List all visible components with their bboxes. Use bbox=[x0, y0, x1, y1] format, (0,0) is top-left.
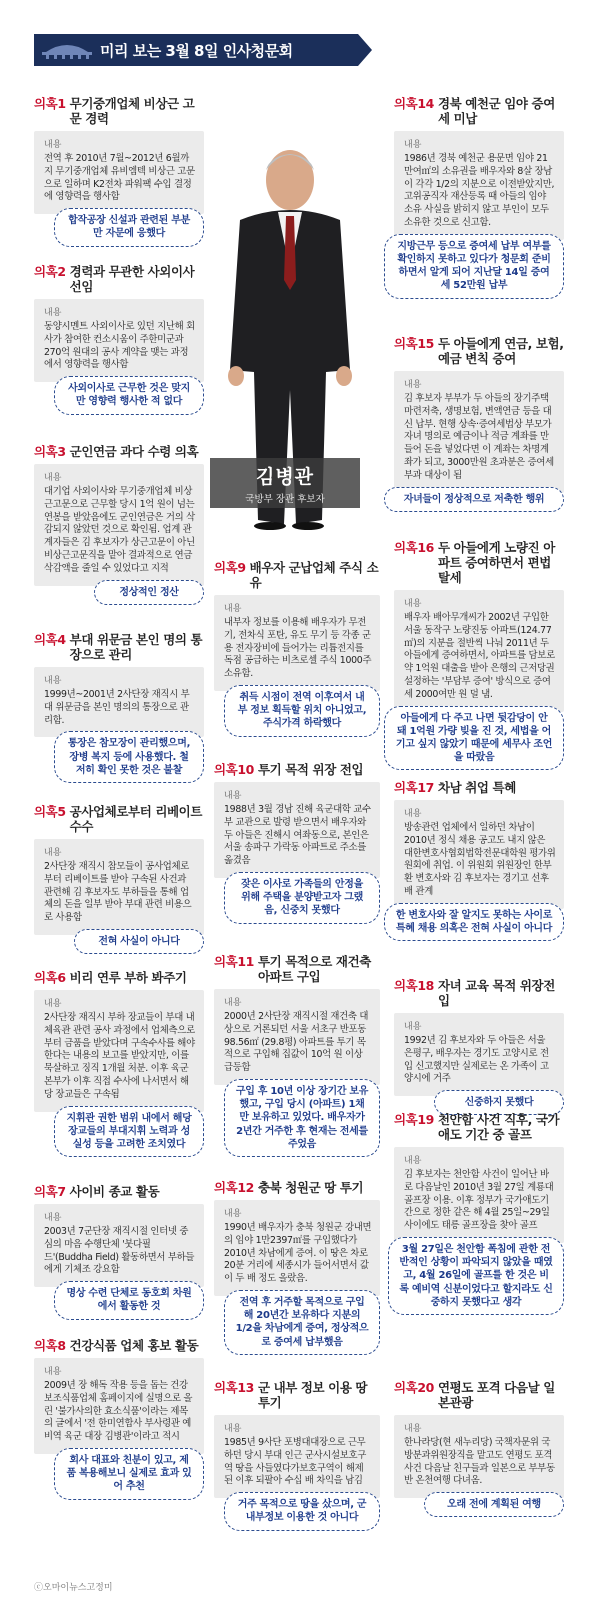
allegation-body: 한나라당(현 새누리당) 국책자문위 국방분과위원장직을 맡고도 연평도 포격사건 다음날 친구들과 일본으로 부부동반 온천여행 다녀옴. bbox=[404, 1437, 555, 1487]
response-bubble: 지휘관 권한 범위 내에서 해당 장교들의 부대지휘 노력과 성실성 등을 고려한 조치였다 bbox=[54, 1106, 204, 1158]
content-box bbox=[34, 131, 204, 214]
allegation-title: 두 아들에게 노량진 아파트 증여하면서 편법 탈세 bbox=[437, 540, 555, 585]
content-label: 내용 bbox=[404, 140, 422, 150]
content-box bbox=[214, 1415, 380, 1498]
allegation-number: 의혹1 bbox=[34, 96, 66, 111]
allegation-number: 의혹9 bbox=[214, 560, 246, 575]
content-label: 내용 bbox=[44, 999, 62, 1009]
header-banner bbox=[34, 34, 358, 66]
allegation-body: 배우자 배아무개씨가 2002년 구입한 서울 동작구 노량진동 아파트(124.77㎡)의 지분을 절반씩 나눠 2011년 두 아들에게 증여하면서, 아파트를 담보로 약 1억원 대출을 받아 은행의 근저당권 설정하는 '부담부 증여' 방식으로 증여세 2000여만 원 덜 냄. bbox=[404, 612, 555, 700]
allegation-body: 1999년~2001년 2사단장 재직시 부대 위문금을 본인 명의의 통장으로 관리함. bbox=[44, 689, 190, 726]
response-bubble: 통장은 참모장이 관리했으며, 장병 복지 등에 사용했다. 철저히 확인 못한 것은 불찰 bbox=[54, 731, 204, 783]
allegation-number: 의혹11 bbox=[214, 954, 254, 969]
allegation-title: 경력과 무관한 사외이사 선임 bbox=[69, 264, 195, 294]
content-box bbox=[394, 371, 564, 493]
allegation-number: 의혹19 bbox=[394, 1112, 434, 1127]
content-box bbox=[394, 590, 564, 712]
response-bubble: 지방근무 등으로 증여세 납부 여부를 확인하지 못하고 있다가 청문회 준비하면서 알게 되어 지난달 14일 증여세 52만원 납부 bbox=[384, 234, 564, 299]
content-label: 내용 bbox=[44, 140, 62, 150]
allegation-body: 전역 후 2010년 7월~2012년 6월까지 무기중개업체 유비엠텍 비상근 고문으로 일하며 K2전차 파워팩 수입 결정에 영향력을 행사함 bbox=[44, 153, 195, 203]
allegation-19 bbox=[394, 1112, 564, 1315]
allegation-title: 배우자 군납업체 주식 소유 bbox=[249, 560, 379, 590]
allegation-body: 2003년 7군단장 재직시절 인터넷 중심의 마음 수행단체 '붓다필드'(Buddha Field) 활동하면서 부하들에게 기체조 강요함 bbox=[44, 1226, 195, 1276]
allegation-1 bbox=[34, 96, 204, 247]
content-label: 내용 bbox=[224, 604, 242, 614]
response-bubble: 거주 목적으로 땅을 샀으며, 군 내부정보 이용한 것 아니다 bbox=[224, 1492, 380, 1530]
content-box bbox=[214, 989, 380, 1085]
allegation-body: 1986년 경북 예천군 용문면 임야 21만여㎡의 소유권을 배우자와 8살 장남이 각각 1/2의 지분으로 이전받았지만, 고위공직자 재산등록 때 아들의 임야 소유 사실을 밝히지 않고 부인이 모두 소유한 것으로 신고함. bbox=[404, 153, 555, 228]
content-label: 내용 bbox=[224, 998, 242, 1008]
allegation-title: 투기 목적으로 재건축 아파트 구입 bbox=[257, 954, 371, 984]
response-bubble: 오래 전에 계획된 여행 bbox=[424, 1492, 564, 1517]
allegation-title: 연평도 포격 다음날 일본관광 bbox=[437, 1380, 555, 1410]
allegation-number: 의혹17 bbox=[394, 780, 434, 795]
content-box bbox=[214, 595, 380, 691]
allegation-3 bbox=[34, 444, 204, 605]
allegation-number: 의혹13 bbox=[214, 1380, 254, 1395]
response-bubble: 3월 27일은 천안함 폭침에 관한 전반적인 상황이 파악되지 않았을 때였고, 4월 26일에 골프를 한 것은 비록 예비역 신분이었다고 할지라도 신중하지 못했다고 생각 bbox=[388, 1237, 564, 1315]
allegation-13 bbox=[214, 1380, 380, 1531]
allegation-body: 1985년 9사단 포병대대장으로 근무하던 당시 부대 인근 군사시설보호구역 땅을 사들였다가보호구역이 해제된 이후 되팔아 수십 배 차익을 남김 bbox=[224, 1437, 367, 1487]
content-box bbox=[34, 1204, 204, 1287]
allegation-title: 두 아들에게 연금, 보험, 예금 변칙 증여 bbox=[437, 336, 564, 366]
allegation-body: 2사단장 재직시 참모들이 공사업체로부터 리베이트를 받아 구속된 사건과 관련해 김 후보자도 부하들을 통해 업체의 돈을 일부 받아 부대 관련 비용으로 사용함 bbox=[44, 861, 192, 924]
allegation-14 bbox=[394, 96, 564, 299]
response-bubble: 구입 후 10년 이상 장기간 보유했고, 구입 당시 (아파트) 1채만 보유하고 있었다. 배우자가 2년간 거주한 후 현재는 전세를 주었음 bbox=[224, 1079, 380, 1157]
content-label: 내용 bbox=[404, 1424, 422, 1434]
allegation-number: 의혹16 bbox=[394, 540, 434, 555]
allegation-title: 충북 청원군 땅 투기 bbox=[257, 1180, 364, 1195]
content-box bbox=[34, 990, 204, 1112]
allegation-title: 비리 연루 부하 봐주기 bbox=[69, 970, 187, 985]
allegation-number: 의혹10 bbox=[214, 762, 254, 777]
allegation-body: 1990년 배우자가 충북 청원군 강내면의 임야 1만2397㎡를 구입했다가 2010년 차남에게 증여. 이 땅은 차로 20분 거리에 세종시가 들어서면서 값이 두 배 정도 올랐음. bbox=[224, 1222, 372, 1285]
credit-text: ⓒ오마이뉴스고정미 bbox=[34, 1583, 113, 1593]
allegation-title: 군인연금 과다 수령 의혹 bbox=[69, 444, 199, 459]
allegation-title: 차남 취업 특혜 bbox=[437, 780, 516, 795]
response-bubble: 합작공장 신설과 관련된 부분만 자문에 응했다 bbox=[54, 208, 204, 246]
allegation-title: 사이비 종교 활동 bbox=[69, 1184, 160, 1199]
content-label: 내용 bbox=[44, 848, 62, 858]
allegation-7 bbox=[34, 1184, 204, 1320]
content-label: 내용 bbox=[44, 308, 62, 318]
content-box bbox=[394, 1013, 564, 1096]
allegation-8 bbox=[34, 1338, 204, 1500]
response-bubble: 신중하지 못했다 bbox=[434, 1090, 564, 1115]
allegation-title: 경북 예천군 임야 증여세 미납 bbox=[437, 96, 555, 126]
allegation-number: 의혹12 bbox=[214, 1180, 254, 1195]
allegation-number: 의혹5 bbox=[34, 804, 66, 819]
allegation-15 bbox=[394, 336, 564, 512]
content-box bbox=[394, 131, 564, 240]
content-box bbox=[34, 667, 204, 737]
content-box bbox=[394, 1147, 564, 1243]
response-bubble: 정상적인 정산 bbox=[94, 580, 204, 605]
content-label: 내용 bbox=[224, 791, 242, 801]
allegation-number: 의혹4 bbox=[34, 632, 66, 647]
allegation-title: 천안함 사건 직후, 국가애도 기간 중 골프 bbox=[437, 1112, 560, 1142]
content-label: 내용 bbox=[404, 1022, 422, 1032]
content-label: 내용 bbox=[44, 473, 62, 483]
response-bubble: 전역 후 거주할 목적으로 구입해 20년간 보유하다 지분의 1/2을 차남에게 증여, 정상적으로 증여세 납부했음 bbox=[224, 1290, 380, 1355]
allegation-body: 대기업 사외이사와 무기중개업체 비상근고문으로 근무할 당시 1억 원이 넘는 연봉을 받았음에도 군인연금은 거의 삭감되지 않았던 것으로 확인됨. 업계 관계자들은 김 후보자가 상근고문이 아닌 비상근고문직을 맡아 결과적으로 연금 삭감액을 줄일 수 있었다고 지적 bbox=[44, 486, 195, 574]
content-box bbox=[34, 1358, 204, 1454]
national-assembly-icon bbox=[34, 34, 100, 66]
response-bubble: 전혀 사실이 아니다 bbox=[74, 929, 204, 954]
allegation-body: 2009년 장 해독 작용 등을 돕는 건강보조식품업체 홈페이지에 실명으로 올린 '불가사의한 효소식품'이라는 제목의 글에서 '전 한미연합사 부사령관 예비역 육군 대장 김병관'이라고 적시 bbox=[44, 1380, 193, 1443]
allegation-body: 1988년 3월 경남 진해 육군대학 교수부 교관으로 발령 받으면서 배우자와 두 아들은 진해시 여좌동으로, 본인은 서울 송파구 가락동 아파트로 주소를 옮겼음 bbox=[224, 804, 371, 867]
content-box bbox=[214, 1200, 380, 1296]
response-bubble: 아들에게 다 주고 나면 뒷감당이 안 돼 1억원 가량 빚을 진 것, 세법을 어기고 싶지 않았기 때문에 세무사 조언을 따랐음 bbox=[384, 706, 564, 771]
allegation-body: 내부자 정보를 이용해 배우자가 무전기, 전차식 포탄, 유도 무기 등 각종 군용 전자장비에 들어가는 리튬전지를 독점 공급하는 비츠로셀 주식 1000주 소유함. bbox=[224, 617, 372, 680]
allegation-title: 군 내부 정보 이용 땅 투기 bbox=[257, 1380, 368, 1410]
allegation-title: 무기중개업체 비상근 고문 경력 bbox=[69, 96, 195, 126]
content-label: 내용 bbox=[224, 1424, 242, 1434]
allegation-6 bbox=[34, 970, 204, 1157]
allegation-5 bbox=[34, 804, 204, 954]
content-label: 내용 bbox=[404, 380, 422, 390]
response-bubble: 사외이사로 근무한 것은 맞지만 영향력 행사한 적 없다 bbox=[54, 376, 204, 414]
allegation-body: 김 후보자 부부가 두 아들의 장기주택마련저축, 생명보험, 변액연금 등을 대신 납부. 현행 상속·증여세법상 부모가 자녀 명의로 예금이나 적금 계좌를 만들어 돈을 넣었다면 이 계좌는 차명계좌가 되고, 3000만원 초과분은 증여세 부과 대상이 됨 bbox=[404, 393, 554, 481]
content-box bbox=[34, 299, 204, 382]
allegation-number: 의혹15 bbox=[394, 336, 434, 351]
allegation-number: 의혹6 bbox=[34, 970, 66, 985]
content-label: 내용 bbox=[404, 1156, 422, 1166]
response-bubble: 자녀들이 정상적으로 저축한 행위 bbox=[384, 487, 564, 512]
allegation-11 bbox=[214, 954, 380, 1157]
allegation-17 bbox=[394, 780, 564, 941]
allegation-title: 공사업체로부터 리베이트 수수 bbox=[69, 804, 203, 834]
content-label: 내용 bbox=[404, 809, 422, 819]
response-bubble: 취득 시점이 전역 이후여서 내부 정보 획득할 위치 아니었고, 주식가격 하락했다 bbox=[224, 685, 380, 737]
response-bubble: 잦은 이사로 가족들의 안정을 위해 주택을 분양받고자 그랬음, 신중치 못했다 bbox=[224, 872, 380, 924]
allegation-body: 방송관련 업체에서 일하던 차남이 2010년 정식 채용 공고도 내지 않은 대한변호사협회법학전문대학원 평가위원회에 취업. 이 위원회 위원장인 한부환 변호사와 김 후보자는 경기고 선후배 관계 bbox=[404, 822, 556, 897]
response-bubble: 명상 수련 단체로 동호회 차원에서 활동한 것 bbox=[54, 1281, 204, 1319]
allegation-18 bbox=[394, 978, 564, 1115]
allegation-title: 자녀 교육 목적 위장전입 bbox=[437, 978, 555, 1008]
response-bubble: 한 변호사와 잘 알지도 못하는 사이로 특혜 채용 의혹은 전혀 사실이 아니다 bbox=[384, 903, 564, 941]
allegation-10 bbox=[214, 762, 380, 924]
content-label: 내용 bbox=[44, 1367, 62, 1377]
content-label: 내용 bbox=[44, 676, 62, 686]
allegation-body: 김 후보자는 천안함 사건이 일어난 바로 다음날인 2010년 3월 27일 계룡대 골프장 이용. 이후 정부가 국가애도기간으로 정한 같은 해 4월 25일~29일 사이에도 태릉 골프장을 찾아 골프 bbox=[404, 1169, 554, 1232]
allegation-body: 1992년 김 후보자와 두 아들은 서울 은평구, 배우자는 경기도 고양시로 전입 신고했지만 실제로는 온 가족이 고양시에 거주 bbox=[404, 1035, 549, 1085]
nominee-name-box bbox=[210, 458, 360, 508]
content-label: 내용 bbox=[44, 1213, 62, 1223]
allegation-body: 동양시멘트 사외이사로 있던 지난해 회사가 참여한 컨소시움이 주한미군과 270억 원대의 공사 계약을 맺는 과정에서 영향력을 행사함 bbox=[44, 321, 195, 371]
nominee-name: 김병관 bbox=[255, 466, 315, 488]
allegation-2 bbox=[34, 264, 204, 415]
allegation-4 bbox=[34, 632, 204, 783]
allegation-title: 투기 목적 위장 전입 bbox=[257, 762, 364, 777]
allegation-number: 의혹14 bbox=[394, 96, 434, 111]
content-box bbox=[394, 800, 564, 909]
content-box bbox=[214, 782, 380, 878]
allegation-number: 의혹2 bbox=[34, 264, 66, 279]
content-box bbox=[394, 1415, 564, 1498]
content-label: 내용 bbox=[404, 599, 422, 609]
page-title: 미리 보는 3월 8일 인사청문회 bbox=[100, 41, 293, 60]
nominee-role: 국방부 장관 후보자 bbox=[245, 494, 325, 505]
content-box bbox=[34, 839, 204, 935]
allegation-20 bbox=[394, 1380, 564, 1517]
allegation-16 bbox=[394, 540, 564, 770]
allegation-title: 건강식품 업체 홍보 활동 bbox=[69, 1338, 199, 1353]
allegation-number: 의혹7 bbox=[34, 1184, 66, 1199]
content-label: 내용 bbox=[224, 1209, 242, 1219]
allegation-number: 의혹3 bbox=[34, 444, 66, 459]
allegation-number: 의혹20 bbox=[394, 1380, 434, 1395]
allegation-9 bbox=[214, 560, 380, 737]
allegation-number: 의혹8 bbox=[34, 1338, 66, 1353]
content-box bbox=[34, 464, 204, 586]
allegation-body: 2000년 2사단장 재직시절 재건축 대상으로 거론되던 서울 서초구 반포동 98.56㎡ (29.8평) 아파트를 투기 목적으로 구입해 집값이 10억 원 이상 급등함 bbox=[224, 1011, 369, 1074]
response-bubble: 회사 대표와 친분이 있고, 제품 복용해보니 실제로 효과 있어 추천 bbox=[54, 1448, 204, 1500]
allegation-body: 2사단장 재직시 부하 장교들이 부대 내 체육관 관련 공사 과정에서 업체측으로부터 금품을 받았다며 구속수사를 해야 한다는 내용의 보고를 받았지만, 이를 묵살하고 징직 1개월 처분. 이후 육군본부가 이후 직접 수사에 나서면서 해당 장교들은 구속됨 bbox=[44, 1012, 195, 1100]
allegation-number: 의혹18 bbox=[394, 978, 434, 993]
allegation-title: 부대 위문금 본인 명의 통장으로 관리 bbox=[69, 632, 203, 662]
allegation-12 bbox=[214, 1180, 380, 1355]
